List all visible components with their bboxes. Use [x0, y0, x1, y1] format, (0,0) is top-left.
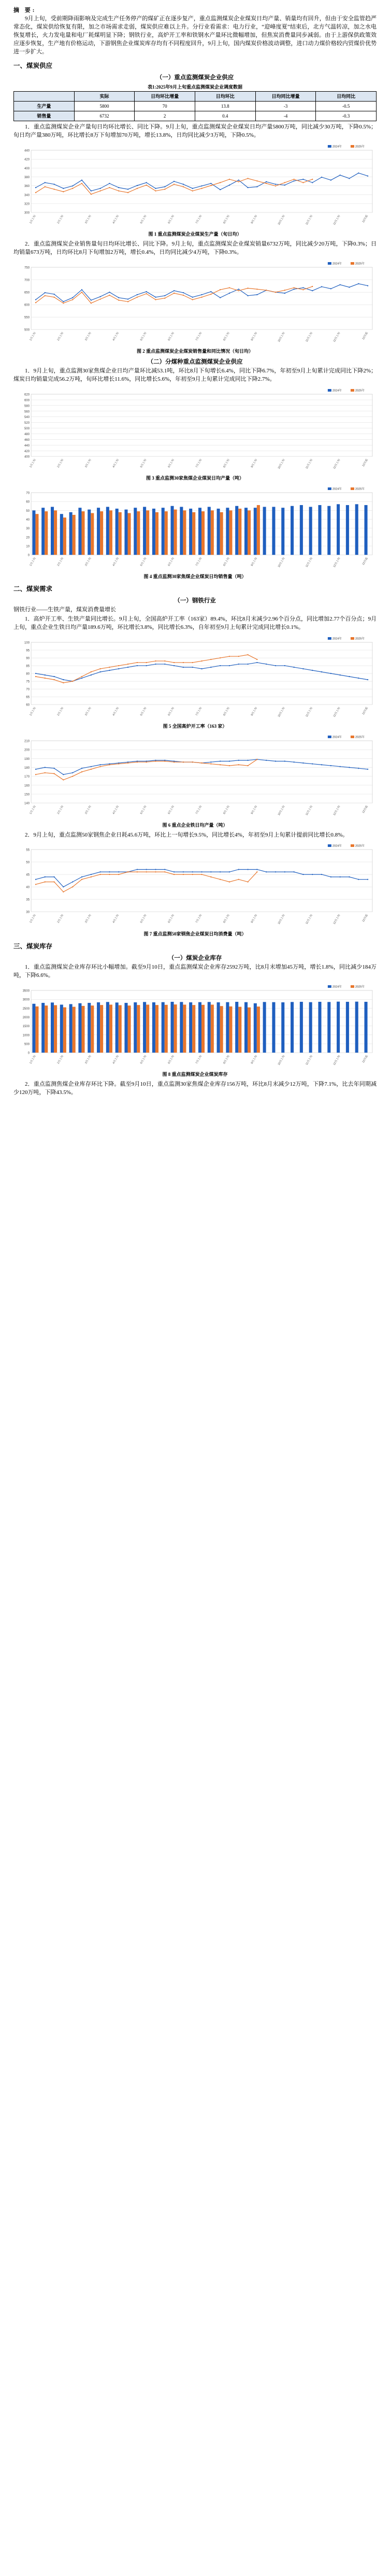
table-header-row: [14, 91, 377, 101]
svg-text:2025年: 2025年: [355, 262, 365, 266]
svg-text:9月上旬: 9月上旬: [250, 914, 258, 924]
svg-text:12月上旬: 12月上旬: [333, 458, 341, 470]
svg-text:380: 380: [24, 176, 30, 179]
svg-text:3月上旬: 3月上旬: [84, 707, 92, 717]
svg-text:550: 550: [24, 316, 30, 320]
section-heading-demand: 二、煤炭需求: [13, 585, 53, 593]
svg-text:500: 500: [24, 328, 30, 332]
svg-text:2024年: 2024年: [332, 637, 342, 641]
svg-text:2月上旬: 2月上旬: [56, 214, 65, 224]
svg-text:12月上旬: 12月上旬: [333, 707, 341, 718]
svg-text:1月上旬: 1月上旬: [29, 805, 37, 815]
svg-text:12月上旬: 12月上旬: [333, 1054, 341, 1066]
svg-text:420: 420: [24, 158, 30, 162]
figure-1: [13, 142, 377, 237]
svg-text:2月上旬: 2月上旬: [56, 914, 65, 924]
subheading-coking-coal: （二）分煤种重点监测煤炭企业供应: [147, 358, 243, 365]
svg-text:6月上旬: 6月上旬: [167, 914, 175, 924]
svg-text:2025年: 2025年: [355, 844, 365, 848]
chart-production: [13, 142, 377, 230]
svg-text:360: 360: [24, 184, 30, 188]
svg-text:7月上旬: 7月上旬: [195, 458, 203, 468]
svg-text:10: 10: [26, 545, 30, 549]
svg-text:340: 340: [24, 193, 30, 197]
figure-caption: 图 5 全国高炉开工率（163 家）: [163, 724, 227, 729]
svg-text:7月上旬: 7月上旬: [195, 557, 203, 567]
svg-text:3月上旬: 3月上旬: [84, 331, 92, 341]
chart-enterprise-inventory: [13, 982, 377, 1070]
svg-text:10月上旬: 10月上旬: [277, 914, 286, 926]
svg-text:12月上旬: 12月上旬: [333, 331, 341, 343]
svg-text:150: 150: [24, 793, 30, 797]
figure-caption: 图 2 重点监测煤炭企业煤炭销售量和同比情况（旬日均）: [136, 348, 253, 354]
svg-text:6月上旬: 6月上旬: [167, 1054, 175, 1064]
svg-text:170: 170: [24, 775, 30, 779]
svg-text:9月上旬: 9月上旬: [250, 1054, 258, 1064]
svg-text:7月上旬: 7月上旬: [195, 331, 203, 341]
cell: 70: [135, 101, 195, 111]
section-heading-inventory: 三、煤炭库存: [13, 942, 53, 950]
svg-text:2024年: 2024年: [332, 844, 342, 848]
svg-text:540: 540: [24, 416, 30, 420]
svg-text:8月上旬: 8月上旬: [223, 707, 230, 717]
lead-steel: 钢铁行业——生铁产量，煤炭消费量增长: [13, 607, 116, 613]
svg-text:2000: 2000: [22, 1016, 30, 1019]
svg-text:440: 440: [24, 149, 30, 153]
paragraph-sales: 2．重点监测煤炭企业销售量旬日均环比增长、同比下降。9月上旬，重点监测煤炭企业煤炭销量6732万吨，同比减少20万吨，下降0.3%；日均销量673万吨，日均环比8月下旬增加2万吨，增长0.4%，日均同比减少4万吨，下降0.3%。: [13, 240, 377, 255]
svg-text:5月上旬: 5月上旬: [139, 458, 148, 468]
svg-text:30: 30: [26, 911, 30, 915]
svg-text:12月底: 12月底: [362, 557, 369, 566]
table-title: 表1:2025年9月上旬重点监测煤炭企业调度数据: [148, 84, 242, 90]
figure-caption: 图 8 重点监测煤炭企业煤炭库存: [162, 1071, 228, 1077]
svg-text:2025年: 2025年: [355, 487, 365, 491]
svg-text:8月上旬: 8月上旬: [223, 1054, 230, 1064]
svg-text:3月上旬: 3月上旬: [84, 458, 92, 468]
svg-text:2025年: 2025年: [355, 637, 365, 641]
svg-text:12月上旬: 12月上旬: [333, 805, 341, 816]
svg-text:10月上旬: 10月上旬: [277, 557, 286, 568]
chart-steel-coal-consumption: [13, 841, 377, 929]
cell: 5800: [74, 101, 135, 111]
svg-text:30: 30: [26, 527, 30, 531]
svg-text:1000: 1000: [22, 1033, 30, 1037]
svg-text:12月底: 12月底: [362, 331, 369, 340]
svg-text:12月底: 12月底: [362, 1054, 369, 1063]
svg-text:2025年: 2025年: [355, 389, 365, 393]
figure-2: [13, 259, 377, 354]
svg-text:10月上旬: 10月上旬: [277, 805, 286, 816]
svg-text:2024年: 2024年: [332, 736, 342, 739]
paragraph-production: 1．重点监测煤炭企业产量旬日均环比增长、同比下降。9月上旬，重点监测煤炭企业煤炭日均产量5800万吨，同比减少30万吨，下降0.5%；旬日均产量380万吨，环比增长8万下旬增加70万吨，增长13.8%，日均同比减少3万吨，下降0.5%。: [13, 123, 377, 138]
paragraph-blast-furnace: 1．高炉开工率、生铁产量同比增长。9月上旬，全国高炉开工率（163家）89.4%，环比8月末减少2.96个百分点，同比增加2.77个百分点；9月上旬，重点企业生铁日均产量189.6万吨，环比增长3.8%，同比增长6.3%，自年初至9月上旬累计完成同比增长0.1%。: [13, 616, 377, 631]
svg-text:560: 560: [24, 410, 30, 414]
table-header-cell-2: 日均环比增量: [135, 91, 195, 101]
svg-text:5月上旬: 5月上旬: [139, 557, 148, 567]
svg-text:520: 520: [24, 421, 30, 425]
svg-text:12月底: 12月底: [362, 458, 369, 467]
svg-text:460: 460: [24, 438, 30, 442]
svg-text:80: 80: [26, 672, 30, 676]
svg-text:9月上旬: 9月上旬: [250, 557, 258, 567]
svg-text:12月上旬: 12月上旬: [333, 214, 341, 226]
svg-text:95: 95: [26, 649, 30, 653]
svg-text:160: 160: [24, 784, 30, 788]
svg-text:4月上旬: 4月上旬: [112, 1054, 120, 1064]
cell: -4: [255, 111, 316, 121]
svg-text:8月上旬: 8月上旬: [223, 331, 230, 341]
svg-text:2月上旬: 2月上旬: [56, 707, 65, 717]
cell: -3: [255, 101, 316, 111]
svg-text:2月上旬: 2月上旬: [56, 458, 65, 468]
svg-text:2月上旬: 2月上旬: [56, 805, 65, 815]
figure-7: [13, 841, 377, 937]
row-label-production: 生产量: [14, 101, 75, 111]
svg-text:400: 400: [24, 167, 30, 170]
svg-text:1月上旬: 1月上旬: [29, 331, 37, 341]
svg-text:5月上旬: 5月上旬: [139, 914, 148, 924]
table-header-cell-1: 实际: [74, 91, 135, 101]
svg-text:20: 20: [26, 536, 30, 540]
chart-blast-furnace-rate: [13, 634, 377, 722]
svg-text:50: 50: [26, 509, 30, 513]
svg-text:12月底: 12月底: [362, 214, 369, 223]
svg-text:9月上旬: 9月上旬: [250, 331, 258, 341]
svg-text:190: 190: [24, 758, 30, 761]
svg-text:3000: 3000: [22, 998, 30, 1002]
svg-text:400: 400: [24, 455, 30, 459]
svg-text:2025年: 2025年: [355, 145, 365, 149]
svg-text:4月上旬: 4月上旬: [112, 557, 120, 567]
svg-text:65: 65: [26, 696, 30, 699]
svg-text:7月上旬: 7月上旬: [195, 707, 203, 717]
svg-text:8月上旬: 8月上旬: [223, 557, 230, 567]
figure-3: [13, 386, 377, 481]
svg-text:75: 75: [26, 680, 30, 684]
svg-text:180: 180: [24, 767, 30, 770]
table-row: [14, 101, 377, 111]
svg-text:6月上旬: 6月上旬: [167, 805, 175, 815]
svg-text:10月上旬: 10月上旬: [277, 707, 286, 718]
svg-text:300: 300: [24, 211, 30, 215]
svg-text:8月上旬: 8月上旬: [223, 805, 230, 815]
svg-text:500: 500: [24, 1043, 30, 1046]
svg-text:3月上旬: 3月上旬: [84, 1054, 92, 1064]
svg-text:60: 60: [26, 703, 30, 707]
svg-text:4月上旬: 4月上旬: [112, 331, 120, 341]
svg-text:2024年: 2024年: [332, 389, 342, 393]
svg-text:1月上旬: 1月上旬: [29, 557, 37, 567]
svg-text:40: 40: [26, 886, 30, 890]
paragraph-coking: 1．9月上旬，重点监测30家焦煤企业日均产量环比减53.1吨，环比8月下旬增长6.4%，同比下降6.7%，年初至9月上旬累计完成同比下降2%；煤炭日均销量完成56.2万吨，旬环比增长11.6%，同比增长5.6%，年初至9月上旬累计完成同比下降2.7%。: [13, 367, 377, 382]
svg-text:2025年: 2025年: [355, 736, 365, 739]
cell: 13.8: [195, 101, 255, 111]
svg-text:750: 750: [24, 266, 30, 270]
paragraph-coking-inventory: 2．重点监测焦煤企业库存环比下降。截至9月10日，重点监测30家焦煤企业库存156万吨，环比8月末减少12万吨，下降7.1%，比去年同期减少120万吨，下降43.5%。: [13, 1081, 377, 1096]
svg-text:10月上旬: 10月上旬: [277, 214, 286, 226]
table-header-cell-3: 日均环比: [195, 91, 255, 101]
svg-text:210: 210: [24, 740, 30, 743]
subheading-steel-industry: （一）钢铁行业: [174, 598, 216, 605]
svg-text:50: 50: [26, 861, 30, 865]
summary-label: 摘 要:: [13, 7, 37, 13]
subheading-enterprise-inventory: （一）煤炭企业库存: [168, 955, 222, 961]
svg-text:4月上旬: 4月上旬: [112, 214, 120, 224]
svg-text:0: 0: [27, 1052, 30, 1055]
svg-text:320: 320: [24, 203, 30, 206]
svg-text:70: 70: [26, 688, 30, 692]
svg-text:600: 600: [24, 304, 30, 307]
svg-text:580: 580: [24, 405, 30, 408]
svg-text:8月上旬: 8月上旬: [223, 214, 230, 224]
svg-text:4月上旬: 4月上旬: [112, 914, 120, 924]
chart-coking-sales: [13, 484, 377, 572]
svg-text:12月上旬: 12月上旬: [333, 557, 341, 568]
svg-text:2月上旬: 2月上旬: [56, 331, 65, 341]
document-page: [0, 0, 390, 1114]
svg-text:6月上旬: 6月上旬: [167, 707, 175, 717]
svg-text:6月上旬: 6月上旬: [167, 214, 175, 224]
svg-text:3月上旬: 3月上旬: [84, 557, 92, 567]
section-heading-supply: 一、煤炭供应: [13, 62, 53, 69]
svg-text:11月上旬: 11月上旬: [305, 557, 313, 568]
svg-text:11月上旬: 11月上旬: [305, 1054, 313, 1066]
svg-text:5月上旬: 5月上旬: [139, 805, 148, 815]
svg-text:12月上旬: 12月上旬: [333, 914, 341, 926]
cell: 2: [135, 111, 195, 121]
svg-text:9月上旬: 9月上旬: [250, 214, 258, 224]
svg-text:7月上旬: 7月上旬: [195, 214, 203, 224]
svg-text:440: 440: [24, 444, 30, 448]
svg-text:55: 55: [26, 848, 30, 852]
svg-text:60: 60: [26, 500, 30, 504]
figure-caption: 图 3 重点监测30家焦煤企业煤炭日均产量（吨）: [146, 476, 244, 481]
svg-text:10月上旬: 10月上旬: [277, 1054, 286, 1066]
svg-text:7月上旬: 7月上旬: [195, 805, 203, 815]
svg-text:11月上旬: 11月上旬: [305, 914, 313, 925]
svg-text:2024年: 2024年: [332, 262, 342, 266]
table-header-cell-5: 日均同比: [316, 91, 377, 101]
figure-4: [13, 484, 377, 580]
svg-text:2024年: 2024年: [332, 985, 342, 989]
svg-text:4月上旬: 4月上旬: [112, 707, 120, 717]
svg-text:5月上旬: 5月上旬: [139, 707, 148, 717]
svg-text:5月上旬: 5月上旬: [139, 1054, 148, 1064]
svg-text:2月上旬: 2月上旬: [56, 1054, 65, 1064]
paragraph-inventory: 1．重点监测煤炭企业库存环比小幅增加。截至9月10日，重点监测煤炭企业库存2592万吨，比8月末增加45万吨，增长1.8%，同比减少184万吨，下降6.6%。: [13, 963, 377, 978]
cell: -0.5: [316, 101, 377, 111]
table-header-cell-0: [14, 91, 75, 101]
cell: 0.4: [195, 111, 255, 121]
svg-text:3月上旬: 3月上旬: [84, 214, 92, 224]
chart-coking-production: [13, 386, 377, 474]
chart-sales: [13, 259, 377, 347]
figure-5: [13, 634, 377, 729]
svg-text:85: 85: [26, 665, 30, 668]
paragraph-steel-coal-use: 2．9月上旬，重点监测50家钢焦企业日耗45.6万吨，环比上一旬增长9.5%，同比增长4%，年初至9月上旬累计提前同比增长0.8%。: [25, 831, 349, 838]
svg-text:1月上旬: 1月上旬: [29, 214, 37, 224]
svg-text:500: 500: [24, 427, 30, 430]
svg-text:1500: 1500: [22, 1025, 30, 1028]
svg-text:3500: 3500: [22, 989, 30, 993]
svg-text:12月底: 12月底: [362, 707, 369, 716]
svg-text:0: 0: [27, 554, 30, 557]
svg-text:100: 100: [24, 641, 30, 645]
svg-text:1月上旬: 1月上旬: [29, 1054, 37, 1064]
svg-text:3月上旬: 3月上旬: [84, 805, 92, 815]
svg-text:8月上旬: 8月上旬: [223, 458, 230, 468]
svg-text:11月上旬: 11月上旬: [305, 331, 313, 343]
svg-text:6月上旬: 6月上旬: [167, 331, 175, 341]
svg-text:6月上旬: 6月上旬: [167, 458, 175, 468]
svg-text:650: 650: [24, 291, 30, 295]
svg-text:5月上旬: 5月上旬: [139, 214, 148, 224]
svg-text:8月上旬: 8月上旬: [223, 914, 230, 924]
figure-caption: 图 6 重点企业铁日均产量（吨）: [162, 822, 228, 828]
svg-text:6月上旬: 6月上旬: [167, 557, 175, 567]
svg-text:12月底: 12月底: [362, 914, 369, 923]
svg-text:2024年: 2024年: [332, 145, 342, 149]
svg-text:9月上旬: 9月上旬: [250, 707, 258, 717]
svg-text:4月上旬: 4月上旬: [112, 805, 120, 815]
svg-text:7月上旬: 7月上旬: [195, 1054, 203, 1064]
svg-text:1月上旬: 1月上旬: [29, 914, 37, 924]
figure-caption: 图 1 重点监测煤炭企业煤炭生产量（旬日均）: [148, 231, 242, 237]
svg-text:40: 40: [26, 519, 30, 522]
svg-text:4月上旬: 4月上旬: [112, 458, 120, 468]
figure-6: [13, 732, 377, 828]
svg-text:5月上旬: 5月上旬: [139, 331, 148, 341]
svg-text:10月上旬: 10月上旬: [277, 458, 286, 470]
cell: 6732: [74, 111, 135, 121]
svg-text:11月上旬: 11月上旬: [305, 214, 313, 225]
svg-text:1月上旬: 1月上旬: [29, 707, 37, 717]
supply-table: [13, 91, 377, 121]
svg-text:2024年: 2024年: [332, 487, 342, 491]
figure-8: [13, 982, 377, 1077]
svg-text:90: 90: [26, 657, 30, 660]
cell: -0.3: [316, 111, 377, 121]
svg-text:35: 35: [26, 899, 30, 902]
svg-text:7月上旬: 7月上旬: [195, 914, 203, 924]
svg-text:45: 45: [26, 874, 30, 877]
svg-text:11月上旬: 11月上旬: [305, 707, 313, 718]
svg-text:2月上旬: 2月上旬: [56, 557, 65, 567]
svg-text:620: 620: [24, 393, 30, 397]
table-header-cell-4: 日均同比增量: [255, 91, 316, 101]
svg-text:12月底: 12月底: [362, 805, 369, 814]
svg-text:9月上旬: 9月上旬: [250, 805, 258, 815]
figure-caption: 图 4 重点监测30家焦煤企业煤炭日均销售量（吨）: [143, 574, 247, 580]
svg-text:11月上旬: 11月上旬: [305, 458, 313, 470]
table-row: [14, 111, 377, 121]
svg-text:9月上旬: 9月上旬: [250, 458, 258, 468]
subheading-key-enterprise-supply: （一）重点监测煤炭企业供应: [156, 74, 234, 81]
svg-text:140: 140: [24, 802, 30, 805]
svg-text:1月上旬: 1月上旬: [29, 458, 37, 468]
figure-caption: 图 7 重点监测50家钢焦企业煤炭日均消费量（吨）: [143, 931, 247, 937]
svg-text:420: 420: [24, 450, 30, 453]
svg-text:3月上旬: 3月上旬: [84, 914, 92, 924]
svg-text:10月上旬: 10月上旬: [277, 331, 286, 343]
summary-paragraph: 9月上旬，受前期降雨影响及完成生产任务停产的煤矿正在逐步复产，重点监测煤炭企业煤炭日均产量、销量均有回升，但由于安全监管趋严常态化，煤炭供给恢复有限，加之市场需求走弱，煤炭供应难以上升。分行业看需求：电力行业，“迎峰度夏”结束后，北方气温转凉，加之水电恢复增长，火力发电量和电厂耗煤明显下降；钢铁行业，高炉开工率和铁钢水产量环比微幅增加，但焦炭消费量同步减弱。由于上游保供政策效应逐步恢复，生产地有价格运动，下游钢焦企业煤炭库存均有不同程度回升，9月上旬，国内煤炭价格波动调整，进口动力煤价格较内贸煤价优势进一步扩大。: [13, 16, 377, 55]
svg-text:11月上旬: 11月上旬: [305, 805, 313, 816]
svg-text:200: 200: [24, 749, 30, 752]
summary-block: [13, 5, 377, 14]
svg-text:600: 600: [24, 399, 30, 402]
svg-text:70: 70: [26, 492, 30, 495]
svg-text:480: 480: [24, 433, 30, 436]
row-label-sales: 销售量: [14, 111, 75, 121]
svg-text:2025年: 2025年: [355, 985, 365, 989]
chart-pig-iron-output: [13, 732, 377, 821]
svg-text:700: 700: [24, 279, 30, 282]
svg-text:2500: 2500: [22, 1007, 30, 1011]
